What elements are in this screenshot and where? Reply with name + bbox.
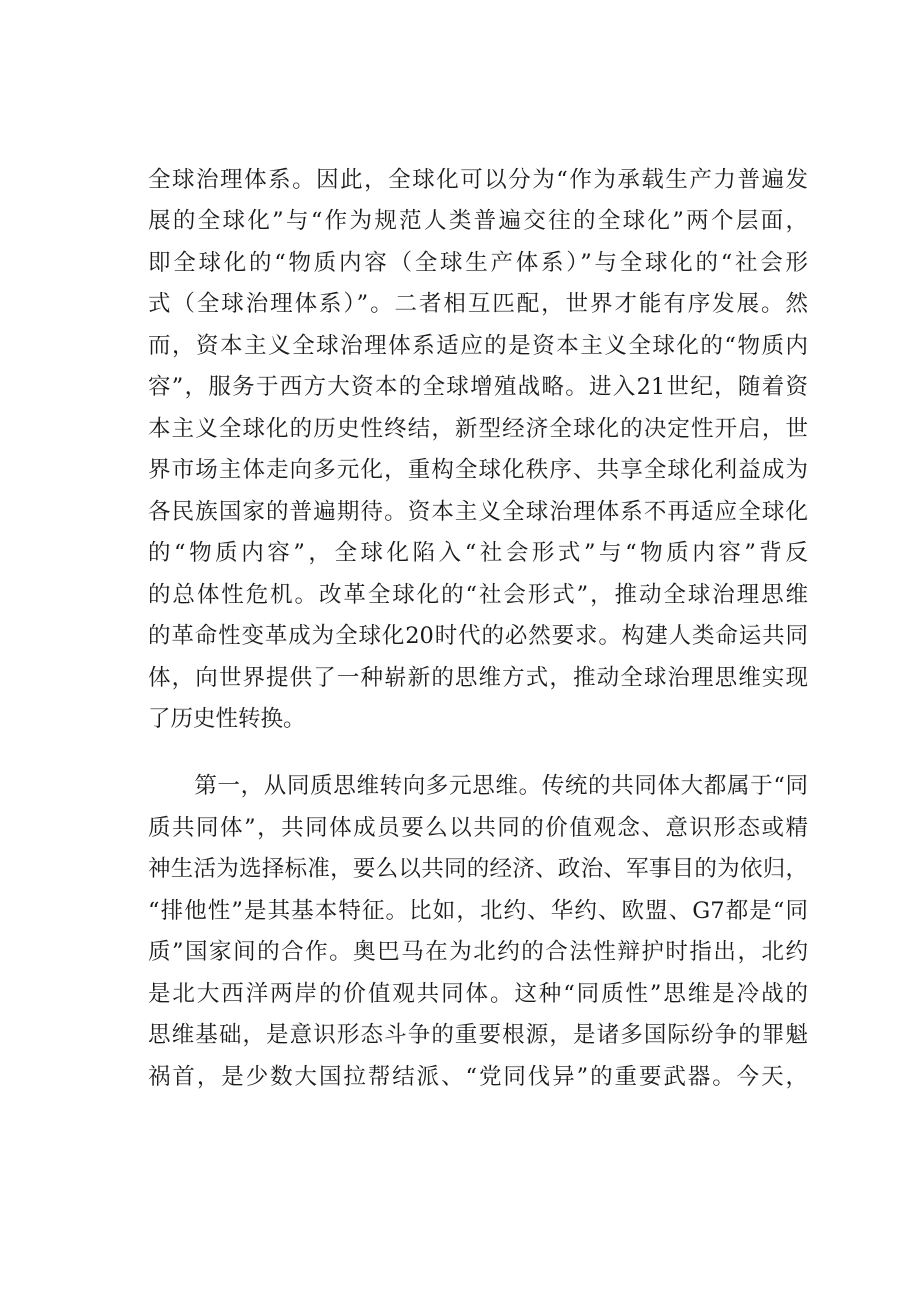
text-line: 第一，从同质思维转向多元思维。传统的共同体大都属于“同 <box>148 773 808 799</box>
text-line: 是北大西洋两岸的价值观共同体。这种“同质性”思维是冷战的 <box>148 981 808 1007</box>
text-line: 的总体性危机。改革全球化的“社会形式”，推动全球治理思维 <box>148 582 808 608</box>
text-line: 体，向世界提供了一种崭新的思维方式，推动全球治理思维实现 <box>148 665 808 691</box>
text-line: 的革命性变革成为全球化20时代的必然要求。构建人类命运共同 <box>148 623 808 649</box>
text-line: 质”国家间的合作。奥巴马在为北约的合法性辩护时指出，北约 <box>148 939 808 965</box>
text-line: 神生活为选择标准，要么以共同的经济、政治、军事目的为依归， <box>148 856 808 882</box>
text-line: 界市场主体走向多元化，重构全球化秩序、共享全球化利益成为 <box>148 457 808 483</box>
text-line: 各民族国家的普遍期待。资本主义全球治理体系不再适应全球化 <box>148 499 808 525</box>
text-line: 展的全球化”与“作为规范人类普遍交往的全球化”两个层面， <box>148 208 808 234</box>
text-line: 本主义全球化的历史性终结，新型经济全球化的决定性开启，世 <box>148 416 808 442</box>
text-line: 了历史性转换。 <box>148 706 306 732</box>
text-line: 质共同体”，共同体成员要么以共同的价值观念、意识形态或精 <box>148 815 808 841</box>
text-line: 思维基础，是意识形态斗争的重要根源，是诸多国际纷争的罪魁 <box>148 1022 808 1048</box>
text-line: 容”，服务于西方大资本的全球增殖战略。进入21世纪，随着资 <box>148 374 808 400</box>
text-line: 即全球化的“物质内容（全球生产体系）”与全球化的“社会形 <box>148 250 808 276</box>
text-line: 而，资本主义全球治理体系适应的是资本主义全球化的“物质内 <box>148 333 808 359</box>
text-line: 祸首，是少数大国拉帮结派、“党同伐异”的重要武器。今天， <box>148 1064 808 1090</box>
text-line: 式（全球治理体系）”。二者相互匹配，世界才能有序发展。然 <box>148 291 808 317</box>
text-line: 的“物质内容”，全球化陷入“社会形式”与“物质内容”背反 <box>148 540 808 566</box>
text-line: 全球治理体系。因此，全球化可以分为“作为承载生产力普遍发 <box>148 167 808 193</box>
text-line: “排他性”是其基本特征。比如，北约、华约、欧盟、G7都是“同 <box>148 898 808 924</box>
